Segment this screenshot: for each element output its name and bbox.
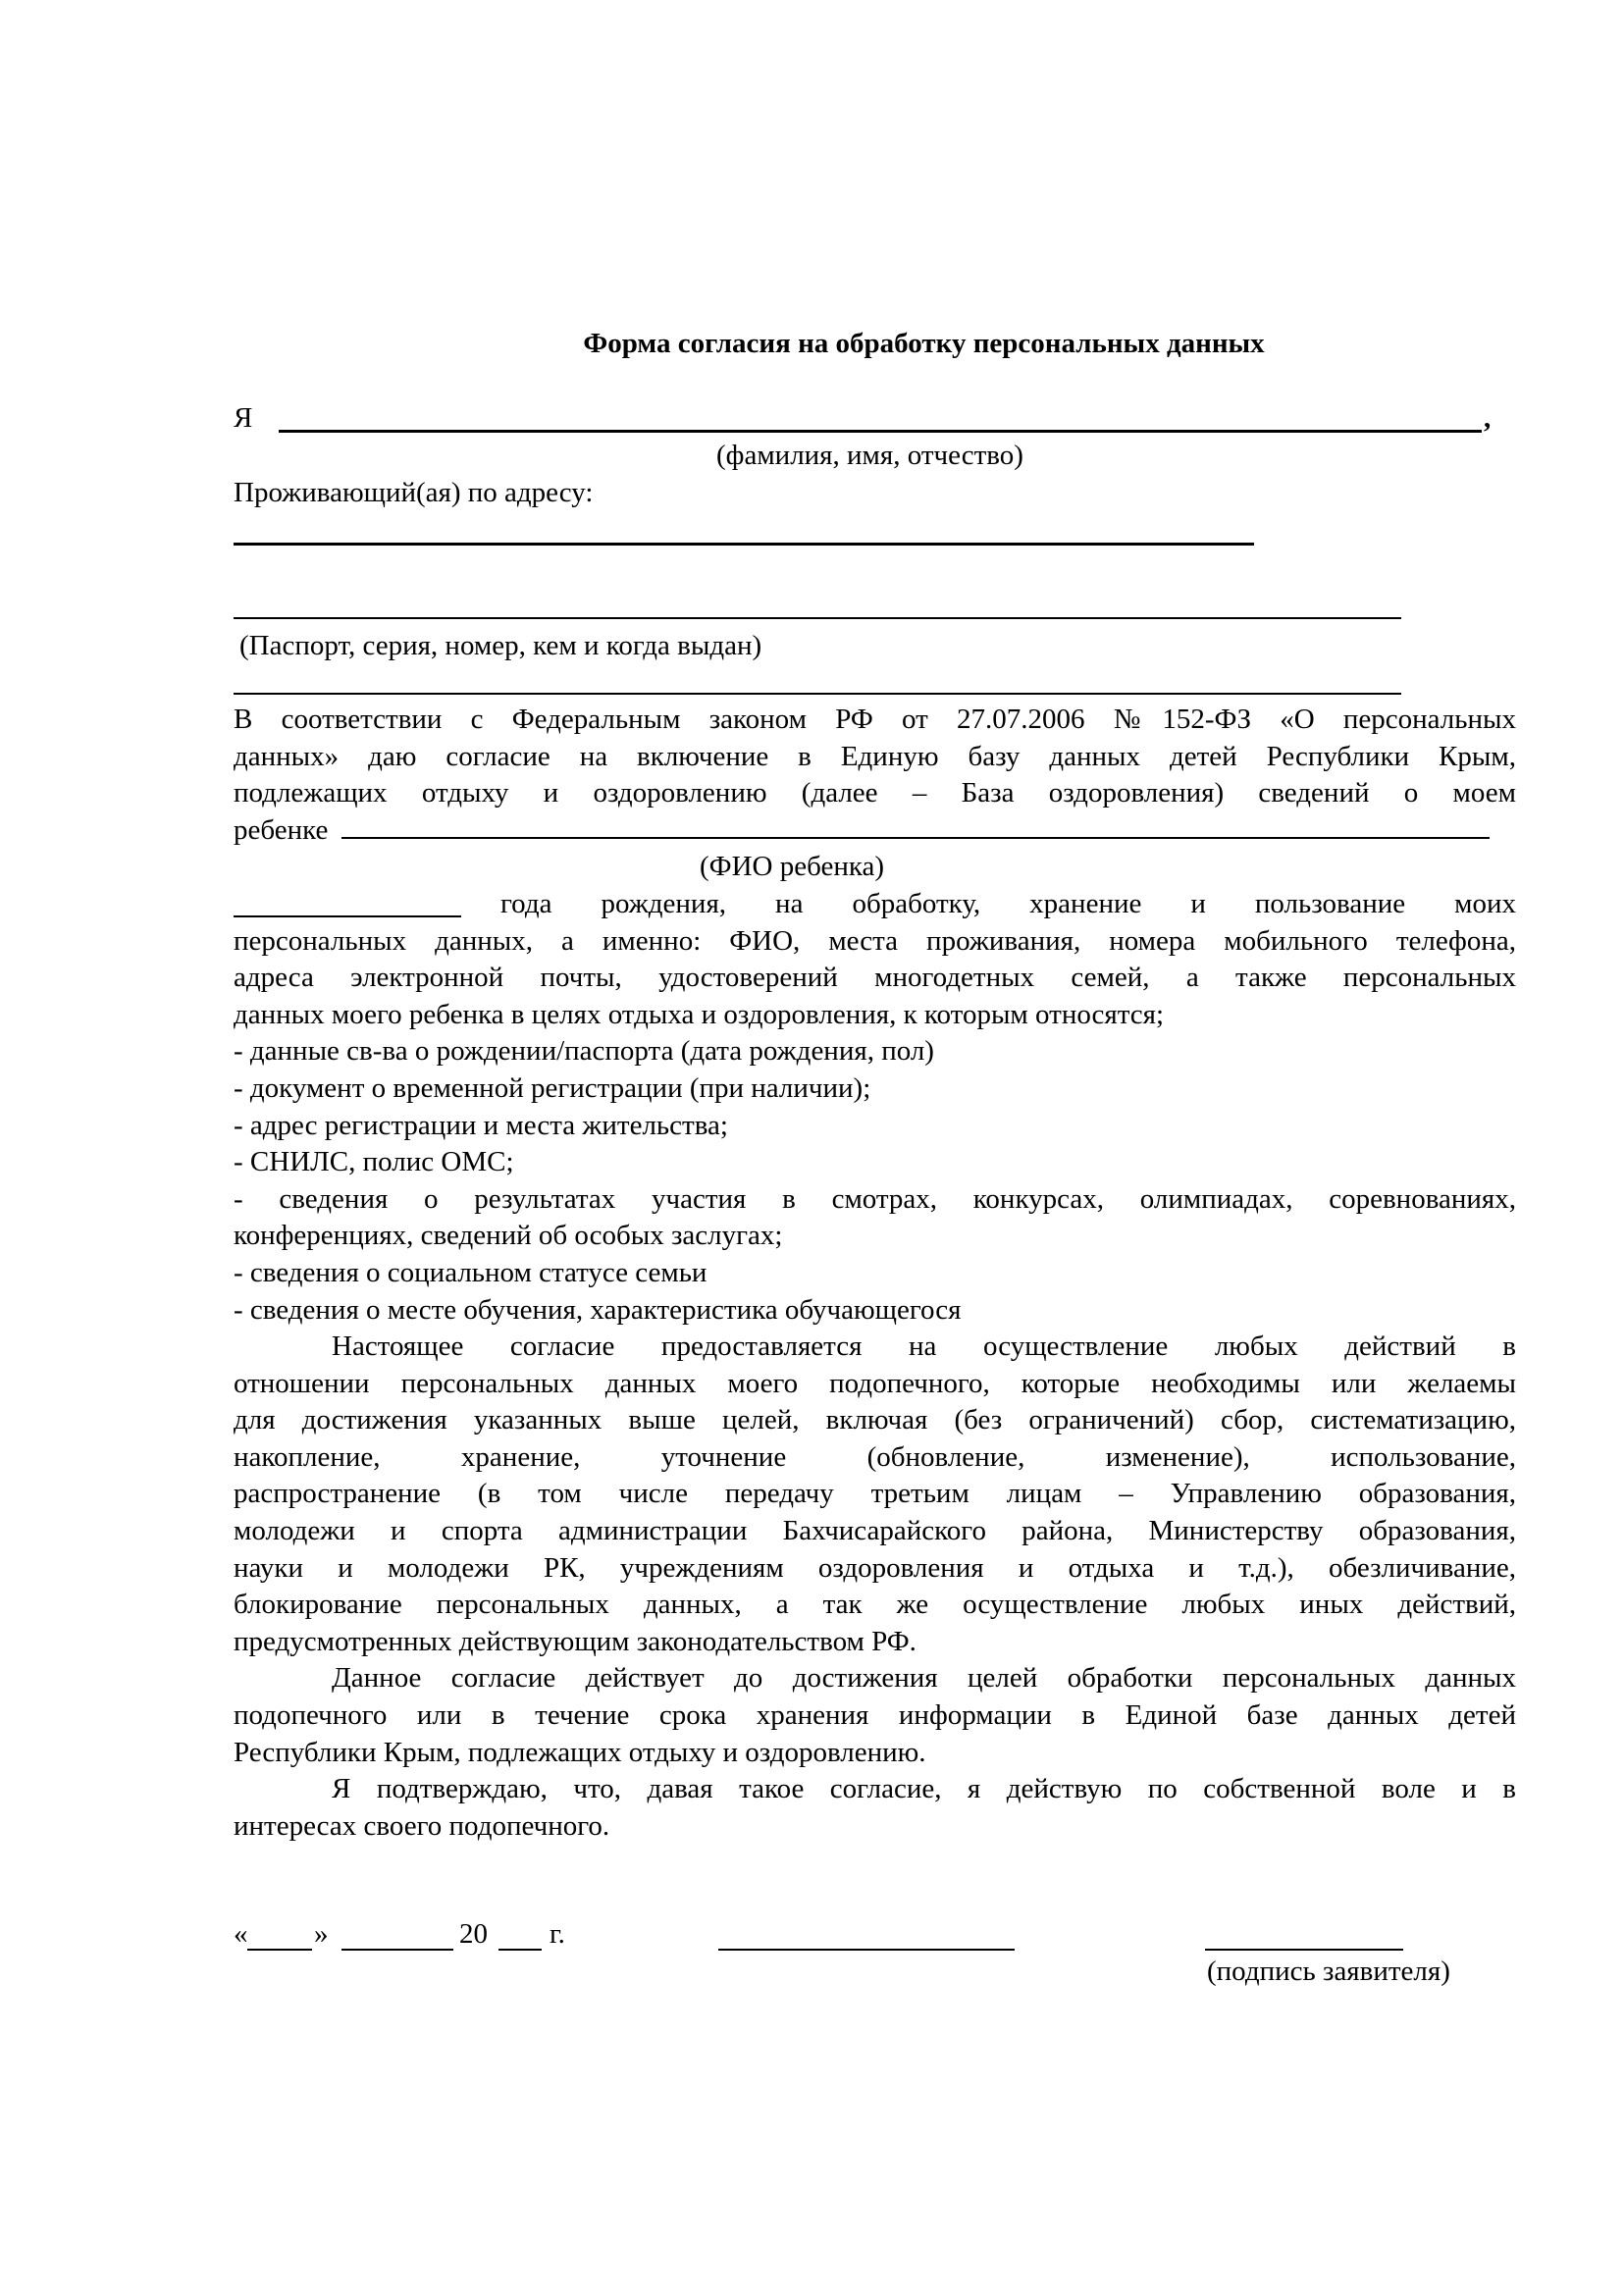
applicant-signature-field[interactable] bbox=[1205, 1949, 1403, 1951]
passport-field-line-2[interactable] bbox=[234, 693, 1401, 695]
passport-field-line-1[interactable] bbox=[234, 617, 1401, 619]
birth-year-field[interactable] bbox=[234, 886, 461, 917]
date-close-quote: » bbox=[314, 1918, 329, 1950]
child-line bbox=[234, 812, 1516, 850]
data-item: - адрес регистрации и места жительства; bbox=[234, 1109, 728, 1141]
data-item: - сведения о результатах участия в смотрах, конкурсах, олимпиадах, соревнованиях, bbox=[234, 1182, 1516, 1215]
scope-line: отношении персональных данных моего подопечного, которые необходимы или желаемы bbox=[234, 1367, 1516, 1399]
confirm-line: Я подтверждаю, что, давая такое согласие, я действую по собственной воле и в bbox=[332, 1773, 1516, 1805]
date-year-suffix: г. bbox=[550, 1918, 565, 1950]
consent-line: персональных данных, а именно: ФИО, места проживания, номера мобильного телефона, bbox=[234, 924, 1516, 957]
scope-line: Настоящее согласие предоставляется на осуществление любых действий в bbox=[332, 1331, 1516, 1363]
validity-line: подопечного или в течение срока хранения информации в Единой базе данных детей bbox=[234, 1699, 1516, 1732]
scope-line: накопление, хранение, уточнение (обновление, изменение), использование, bbox=[234, 1440, 1516, 1473]
data-item: - СНИЛС, полис ОМС; bbox=[234, 1146, 514, 1178]
applicant-name-field[interactable] bbox=[279, 430, 1482, 433]
consent-line: данных моего ребенка в целях отдыха и оздоровления, к которым относятся; bbox=[234, 998, 1165, 1030]
page-title: Форма согласия на обработку персональных данных bbox=[583, 328, 1265, 359]
full-name-decoding-field[interactable] bbox=[718, 1949, 1015, 1951]
scope-line: науки и молодежи РК, учреждениям оздоровления и отдыха и т.д.), обезличивание, bbox=[234, 1551, 1516, 1584]
applicant-comma: , bbox=[1484, 402, 1492, 434]
address-field[interactable] bbox=[234, 543, 1254, 546]
validity-line: Республики Крым, подлежащих отдыху и оздоровлению. bbox=[234, 1736, 926, 1768]
date-year-prefix: 20 bbox=[459, 1918, 488, 1950]
signature-caption: (подпись заявителя) bbox=[1207, 1956, 1450, 1987]
scope-line: распространение (в том числе передачу третьим лицам – Управлению образования, bbox=[234, 1478, 1516, 1510]
data-item: - данные св-ва о рождении/паспорта (дата рождения, пол) bbox=[234, 1035, 934, 1068]
scope-line: блокирование персональных данных, а так же осуществление любых иных действий, bbox=[234, 1589, 1516, 1621]
data-item: - сведения о социальном статусе семьи bbox=[234, 1256, 707, 1288]
scope-line: для достижения указанных выше целей, включая (без ограничений) сбор, систематизацию, bbox=[234, 1404, 1516, 1436]
consent-line: года рождения, на обработку, хранение и пользование моих bbox=[500, 887, 1516, 919]
data-item: конференциях, сведений об особых заслугах; bbox=[234, 1220, 783, 1252]
consent-paragraph bbox=[234, 702, 1516, 1845]
birth-line bbox=[234, 886, 1516, 923]
date-open-quote: « bbox=[234, 1918, 248, 1950]
validity-line: Данное согласие действует до достижения целей обработки персональных данных bbox=[332, 1662, 1516, 1695]
date-day-field[interactable] bbox=[247, 1949, 312, 1951]
data-item: - документ о временной регистрации (при наличии); bbox=[234, 1071, 871, 1104]
consent-line: В соответствии с Федеральным законом РФ от 27.07.2006 №152-ФЗ «О персональных bbox=[234, 704, 1516, 735]
applicant-name-caption: (фамилия, имя, отчество) bbox=[716, 440, 1023, 471]
data-item: - сведения о месте обучения, характеристика обучающегося bbox=[234, 1293, 962, 1326]
scope-line: предусмотренных действующим законодательством РФ. bbox=[234, 1625, 917, 1657]
consent-line: адреса электронной почты, удостоверений многодетных семей, а также персональных bbox=[234, 962, 1516, 994]
address-label: Проживающий(ая) по адресу: bbox=[234, 477, 594, 508]
consent-line: подлежащих отдыху и оздоровлению (далее – База оздоровления) сведений о моем bbox=[234, 777, 1516, 809]
consent-line: данных» даю согласие на включение в Единую базу данных детей Республики Крым, bbox=[234, 740, 1516, 772]
applicant-prefix: Я bbox=[234, 402, 253, 434]
child-prefix: ребенке bbox=[234, 813, 329, 846]
passport-caption: (Паспорт, серия, номер, кем и когда выдан) bbox=[239, 630, 762, 661]
confirm-line: интересах своего подопечного. bbox=[234, 1809, 610, 1842]
child-name-field[interactable] bbox=[341, 837, 1490, 839]
date-year-field[interactable] bbox=[498, 1949, 542, 1951]
date-month-field[interactable] bbox=[341, 1949, 453, 1951]
child-caption: (ФИО ребенка) bbox=[700, 851, 885, 883]
scope-line: молодежи и спорта администрации Бахчисарайского района, Министерству образования, bbox=[234, 1515, 1516, 1547]
